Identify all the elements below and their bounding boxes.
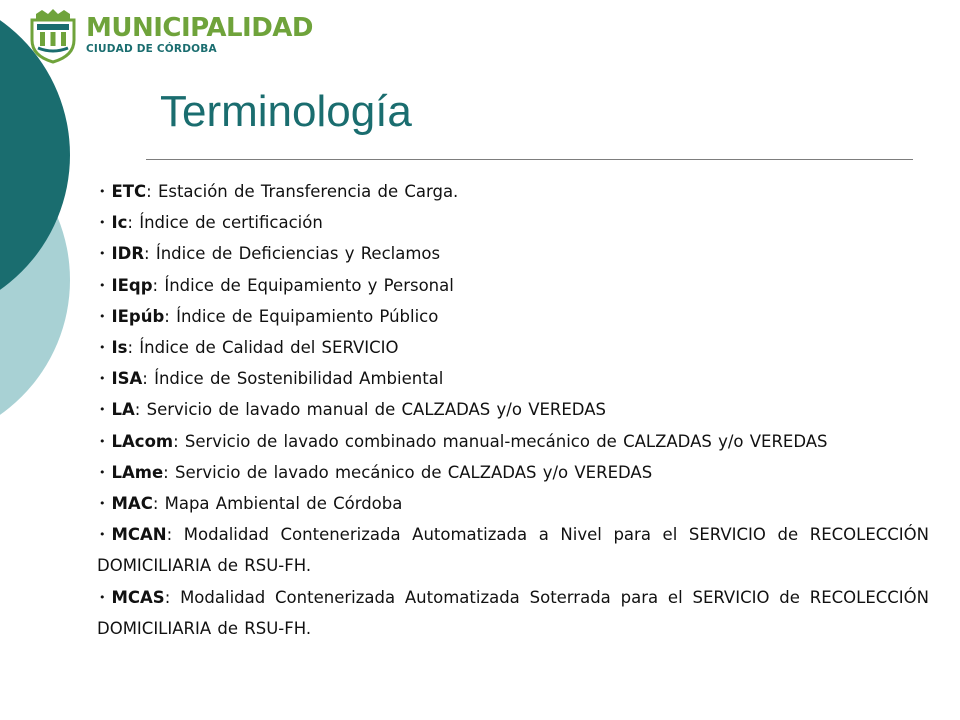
term-definition: : Servicio de lavado manual de CALZADAS y/o VEREDAS	[134, 400, 606, 420]
term-definition: : Índice de Equipamiento Público	[164, 306, 439, 326]
term-item	[97, 488, 929, 519]
term-definition: : Mapa Ambiental de Córdoba	[152, 494, 403, 514]
logo-subtitle: CIUDAD DE CÓRDOBA	[86, 43, 217, 55]
bullet-icon: •	[99, 434, 106, 448]
term-item	[97, 363, 929, 394]
term-definition: : Modalidad Contenerizada Automatizada a Nivel para el SERVICIO de RECOLECCIÓN DOMICILIARIA de RSU-FH.	[97, 525, 929, 576]
bullet-icon: •	[99, 185, 106, 198]
bullet-icon: •	[99, 278, 106, 292]
bullet-icon: •	[99, 309, 106, 323]
bullet-icon: •	[99, 590, 106, 604]
city-seal-icon	[24, 6, 82, 64]
term-abbreviation: Ic	[111, 213, 128, 233]
logo-name: MUNICIPALIDAD	[86, 13, 313, 43]
slide-title: Terminología	[160, 87, 412, 136]
bullet-icon: •	[99, 403, 106, 417]
bullet-icon: •	[99, 465, 106, 479]
term-item	[97, 270, 929, 301]
term-abbreviation: ISA	[111, 369, 143, 389]
terminology-list	[97, 176, 929, 644]
term-abbreviation: MCAN	[111, 525, 167, 545]
bullet-icon: •	[99, 372, 106, 386]
term-definition: : Índice de Sostenibilidad Ambiental	[142, 369, 444, 389]
decorative-circle-light	[0, 115, 70, 445]
term-abbreviation: Is	[111, 338, 128, 358]
term-item	[97, 582, 929, 644]
term-definition: : Índice de Equipamiento y Personal	[152, 275, 454, 295]
bullet-icon: •	[99, 341, 106, 355]
bullet-icon: •	[99, 528, 106, 542]
term-abbreviation: LA	[111, 400, 135, 420]
term-definition: : Servicio de lavado mecánico de CALZADAS y/o VEREDAS	[163, 462, 653, 482]
bullet-icon: •	[99, 497, 106, 511]
title-divider	[146, 159, 913, 160]
term-item	[97, 332, 929, 363]
term-definition: : Modalidad Contenerizada Automatizada Soterrada para el SERVICIO de RECOLECCIÓN DOMICILIARIA de RSU-FH.	[97, 587, 929, 638]
term-definition: : Servicio de lavado combinado manual-mecánico de CALZADAS y/o VEREDAS	[173, 431, 828, 451]
term-item	[97, 519, 929, 581]
term-item	[97, 426, 929, 457]
term-abbreviation: LAcom	[111, 431, 174, 451]
term-abbreviation: MAC	[111, 494, 153, 514]
term-item	[97, 207, 929, 238]
term-abbreviation: MCAS	[111, 587, 165, 607]
term-abbreviation: LAme	[111, 462, 164, 482]
bullet-icon: •	[99, 216, 106, 230]
bullet-icon: •	[99, 247, 106, 261]
term-abbreviation: IEqp	[111, 275, 153, 295]
term-abbreviation: IDR	[111, 244, 145, 264]
term-definition: : Estación de Transferencia de Carga.	[146, 182, 459, 201]
term-definition: : Índice de Calidad del SERVICIO	[127, 338, 399, 358]
term-item	[97, 176, 929, 207]
term-definition: : Índice de certificación	[127, 213, 323, 233]
term-item	[97, 457, 929, 488]
term-item	[97, 394, 929, 425]
term-abbreviation: ETC	[111, 182, 147, 201]
term-abbreviation: IEpúb	[111, 306, 165, 326]
municipalidad-logo	[24, 6, 313, 64]
term-item	[97, 301, 929, 332]
term-definition: : Índice de Deficiencias y Reclamos	[144, 244, 441, 264]
term-item	[97, 238, 929, 269]
